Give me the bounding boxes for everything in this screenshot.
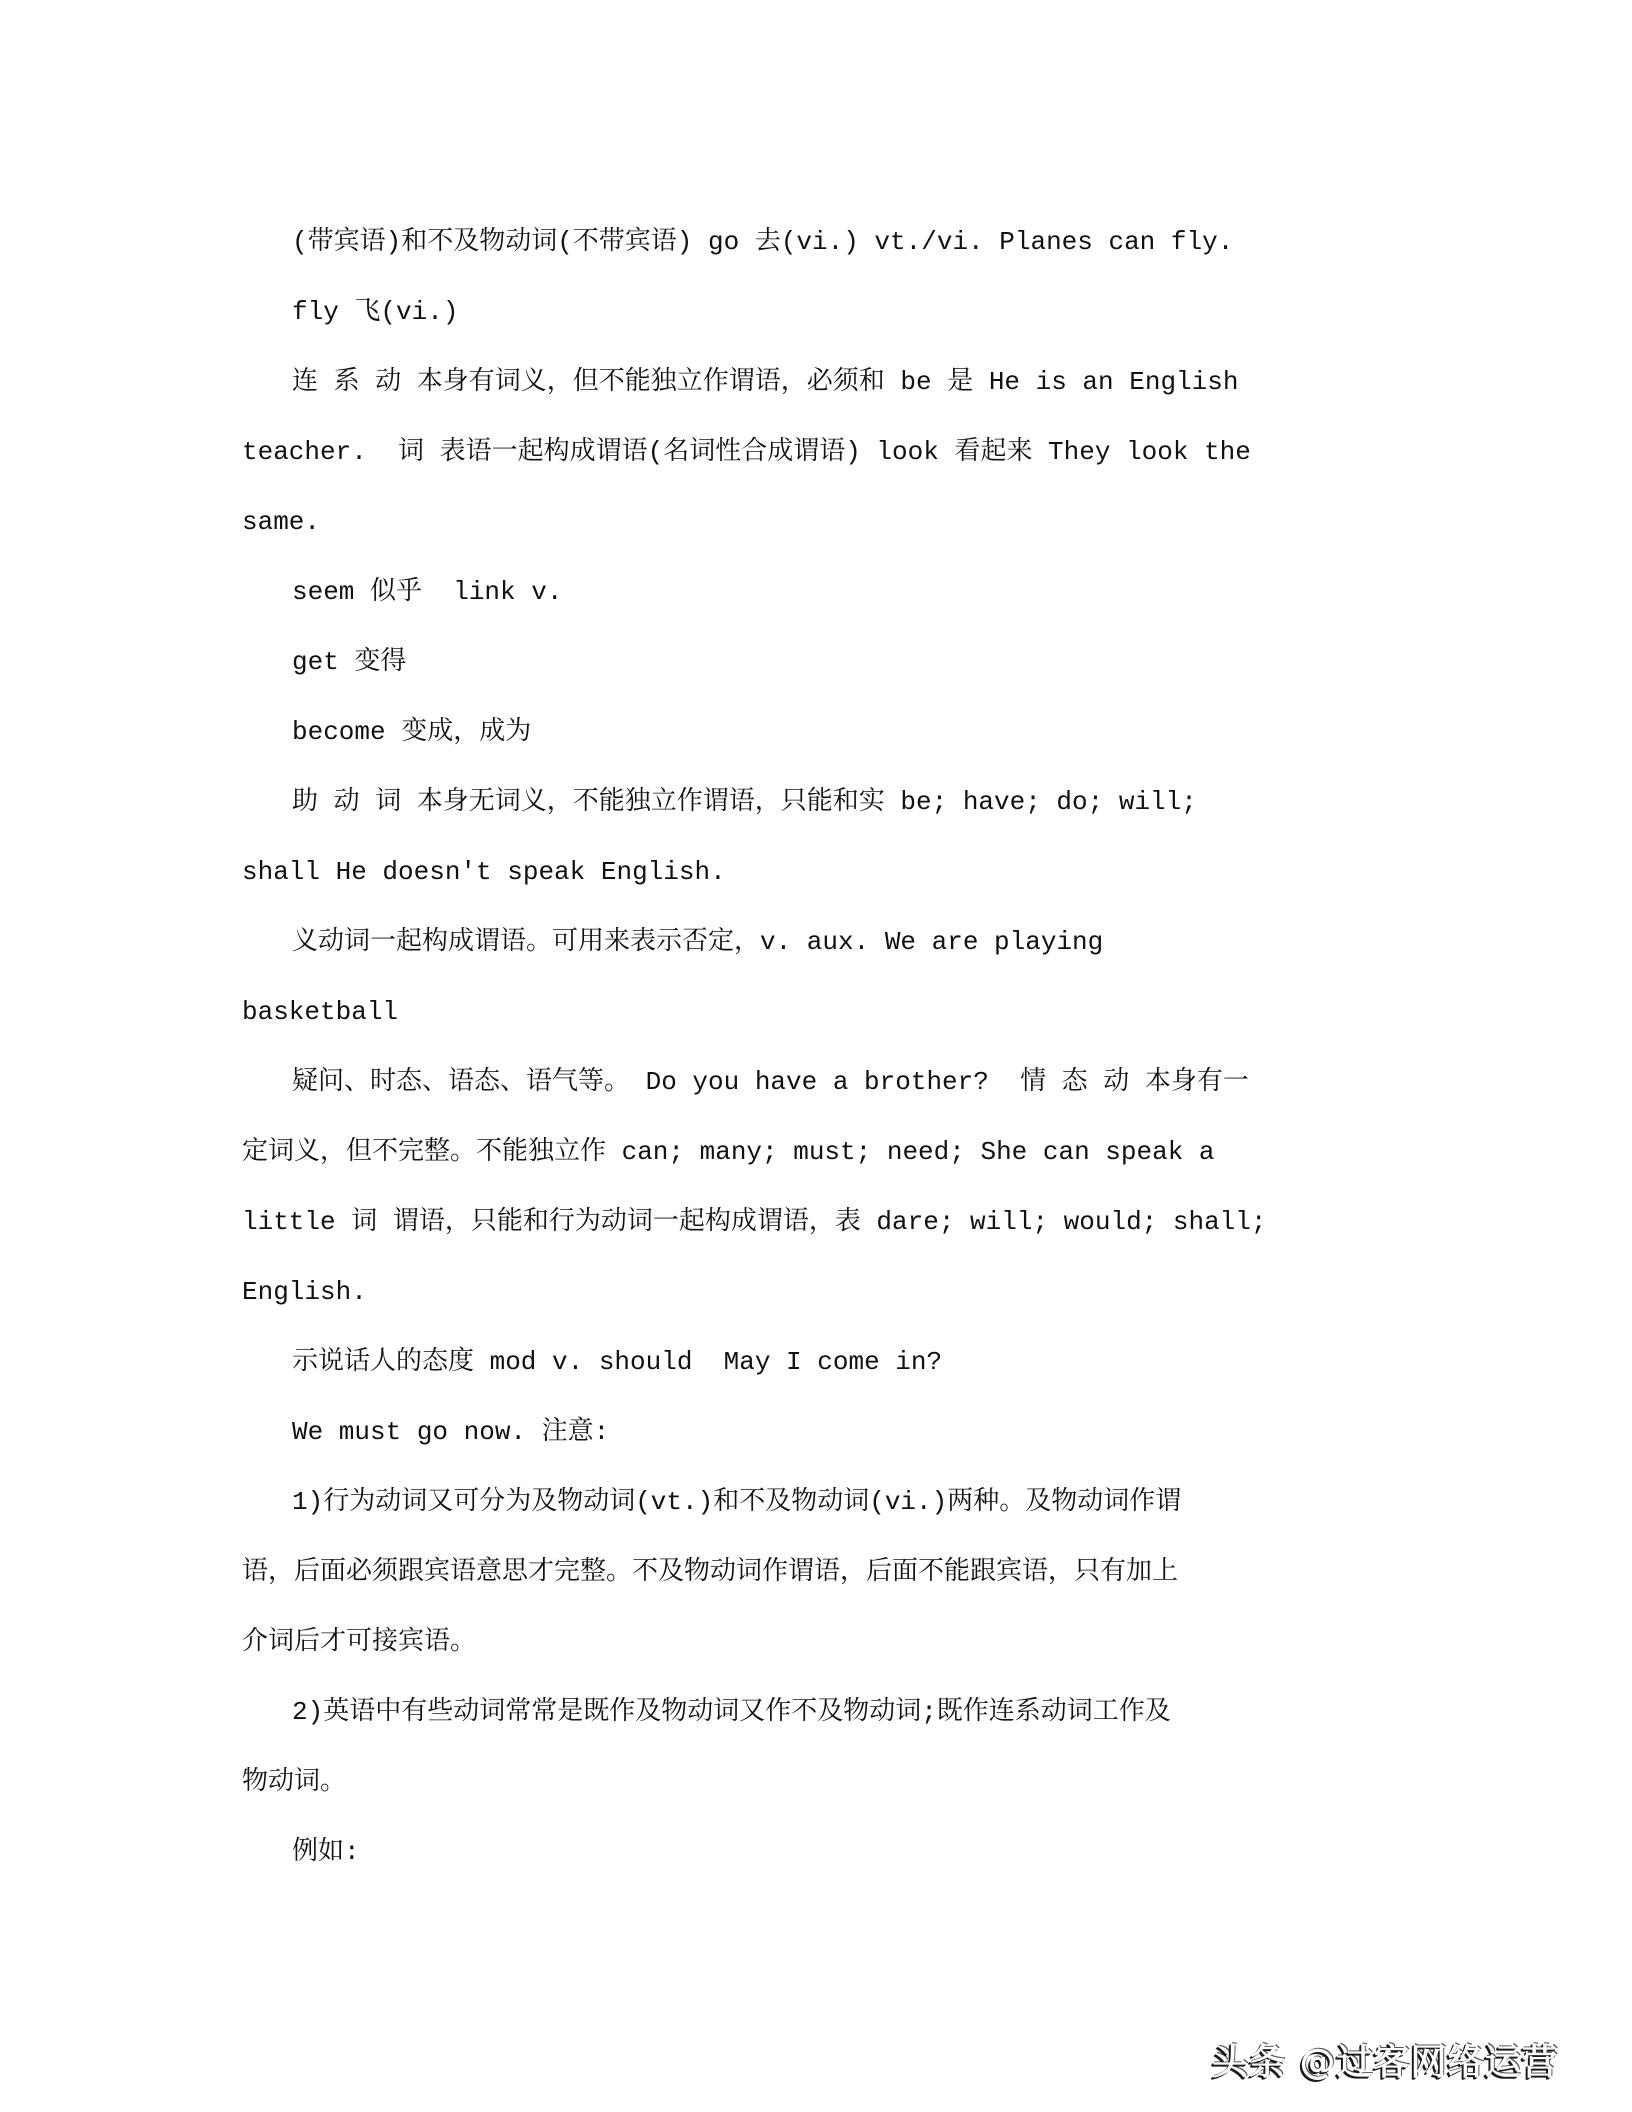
text-line: same. <box>242 507 321 537</box>
note-item-2: 2)英语中有些动词常常是既作及物动词又作不及物动词;既作连系动词工作及 <box>292 1697 1171 1727</box>
text-line: 示说话人的态度 mod v. should May I come in? <box>292 1347 943 1377</box>
text-line: 连 系 动 本身有词义，但不能独立作谓语，必须和 be 是 He is an English <box>292 367 1239 397</box>
text-line: 助 动 词 本身无词义，不能独立作谓语，只能和实 be; have; do; will; <box>292 787 1197 817</box>
text-line: 介词后才可接宾语。 <box>242 1627 477 1657</box>
text-line: teacher. 词 表语一起构成谓语(名词性合成谓语) look 看起来 They look the <box>242 437 1251 467</box>
text-line: 物动词。 <box>242 1767 347 1797</box>
watermark: 头条 @过客网络运营 <box>1212 2042 1559 2083</box>
text-line: fly 飞(vi.) <box>292 297 459 327</box>
text-line: 疑问、时态、语态、语气等。 Do you have a brother? 情 态 动 本身有一 <box>292 1067 1249 1097</box>
text-line: little 词 谓语，只能和行为动词一起构成谓语，表 dare; will; would; shall; <box>242 1207 1267 1237</box>
text-line: shall He doesn't speak English. <box>242 857 726 887</box>
text-line: 义动词一起构成谓语。可用来表示否定，v. aux. We are playing <box>292 927 1104 957</box>
text-line: basketball <box>242 997 399 1027</box>
text-line: English. <box>242 1277 367 1307</box>
text-line: We must go now. 注意: <box>292 1417 610 1447</box>
text-line: 定词义，但不完整。不能独立作 can; many; must; need; She can speak a <box>242 1137 1215 1167</box>
note-item-1: 1)行为动词又可分为及物动词(vt.)和不及物动词(vi.)两种。及物动词作谓 <box>292 1487 1182 1517</box>
example-label: 例如: <box>292 1837 360 1867</box>
document-body <box>242 207 1372 1887</box>
text-line: (带宾语)和不及物动词(不带宾语) go 去(vi.) vt./vi. Planes can fly. <box>292 227 1234 257</box>
text-line: become 变成，成为 <box>292 717 532 747</box>
text-line: 语，后面必须跟宾语意思才完整。不及物动词作谓语，后面不能跟宾语，只有加上 <box>242 1557 1179 1587</box>
text-line: seem 似乎 link v. <box>292 577 563 607</box>
text-line: get 变得 <box>292 647 407 677</box>
